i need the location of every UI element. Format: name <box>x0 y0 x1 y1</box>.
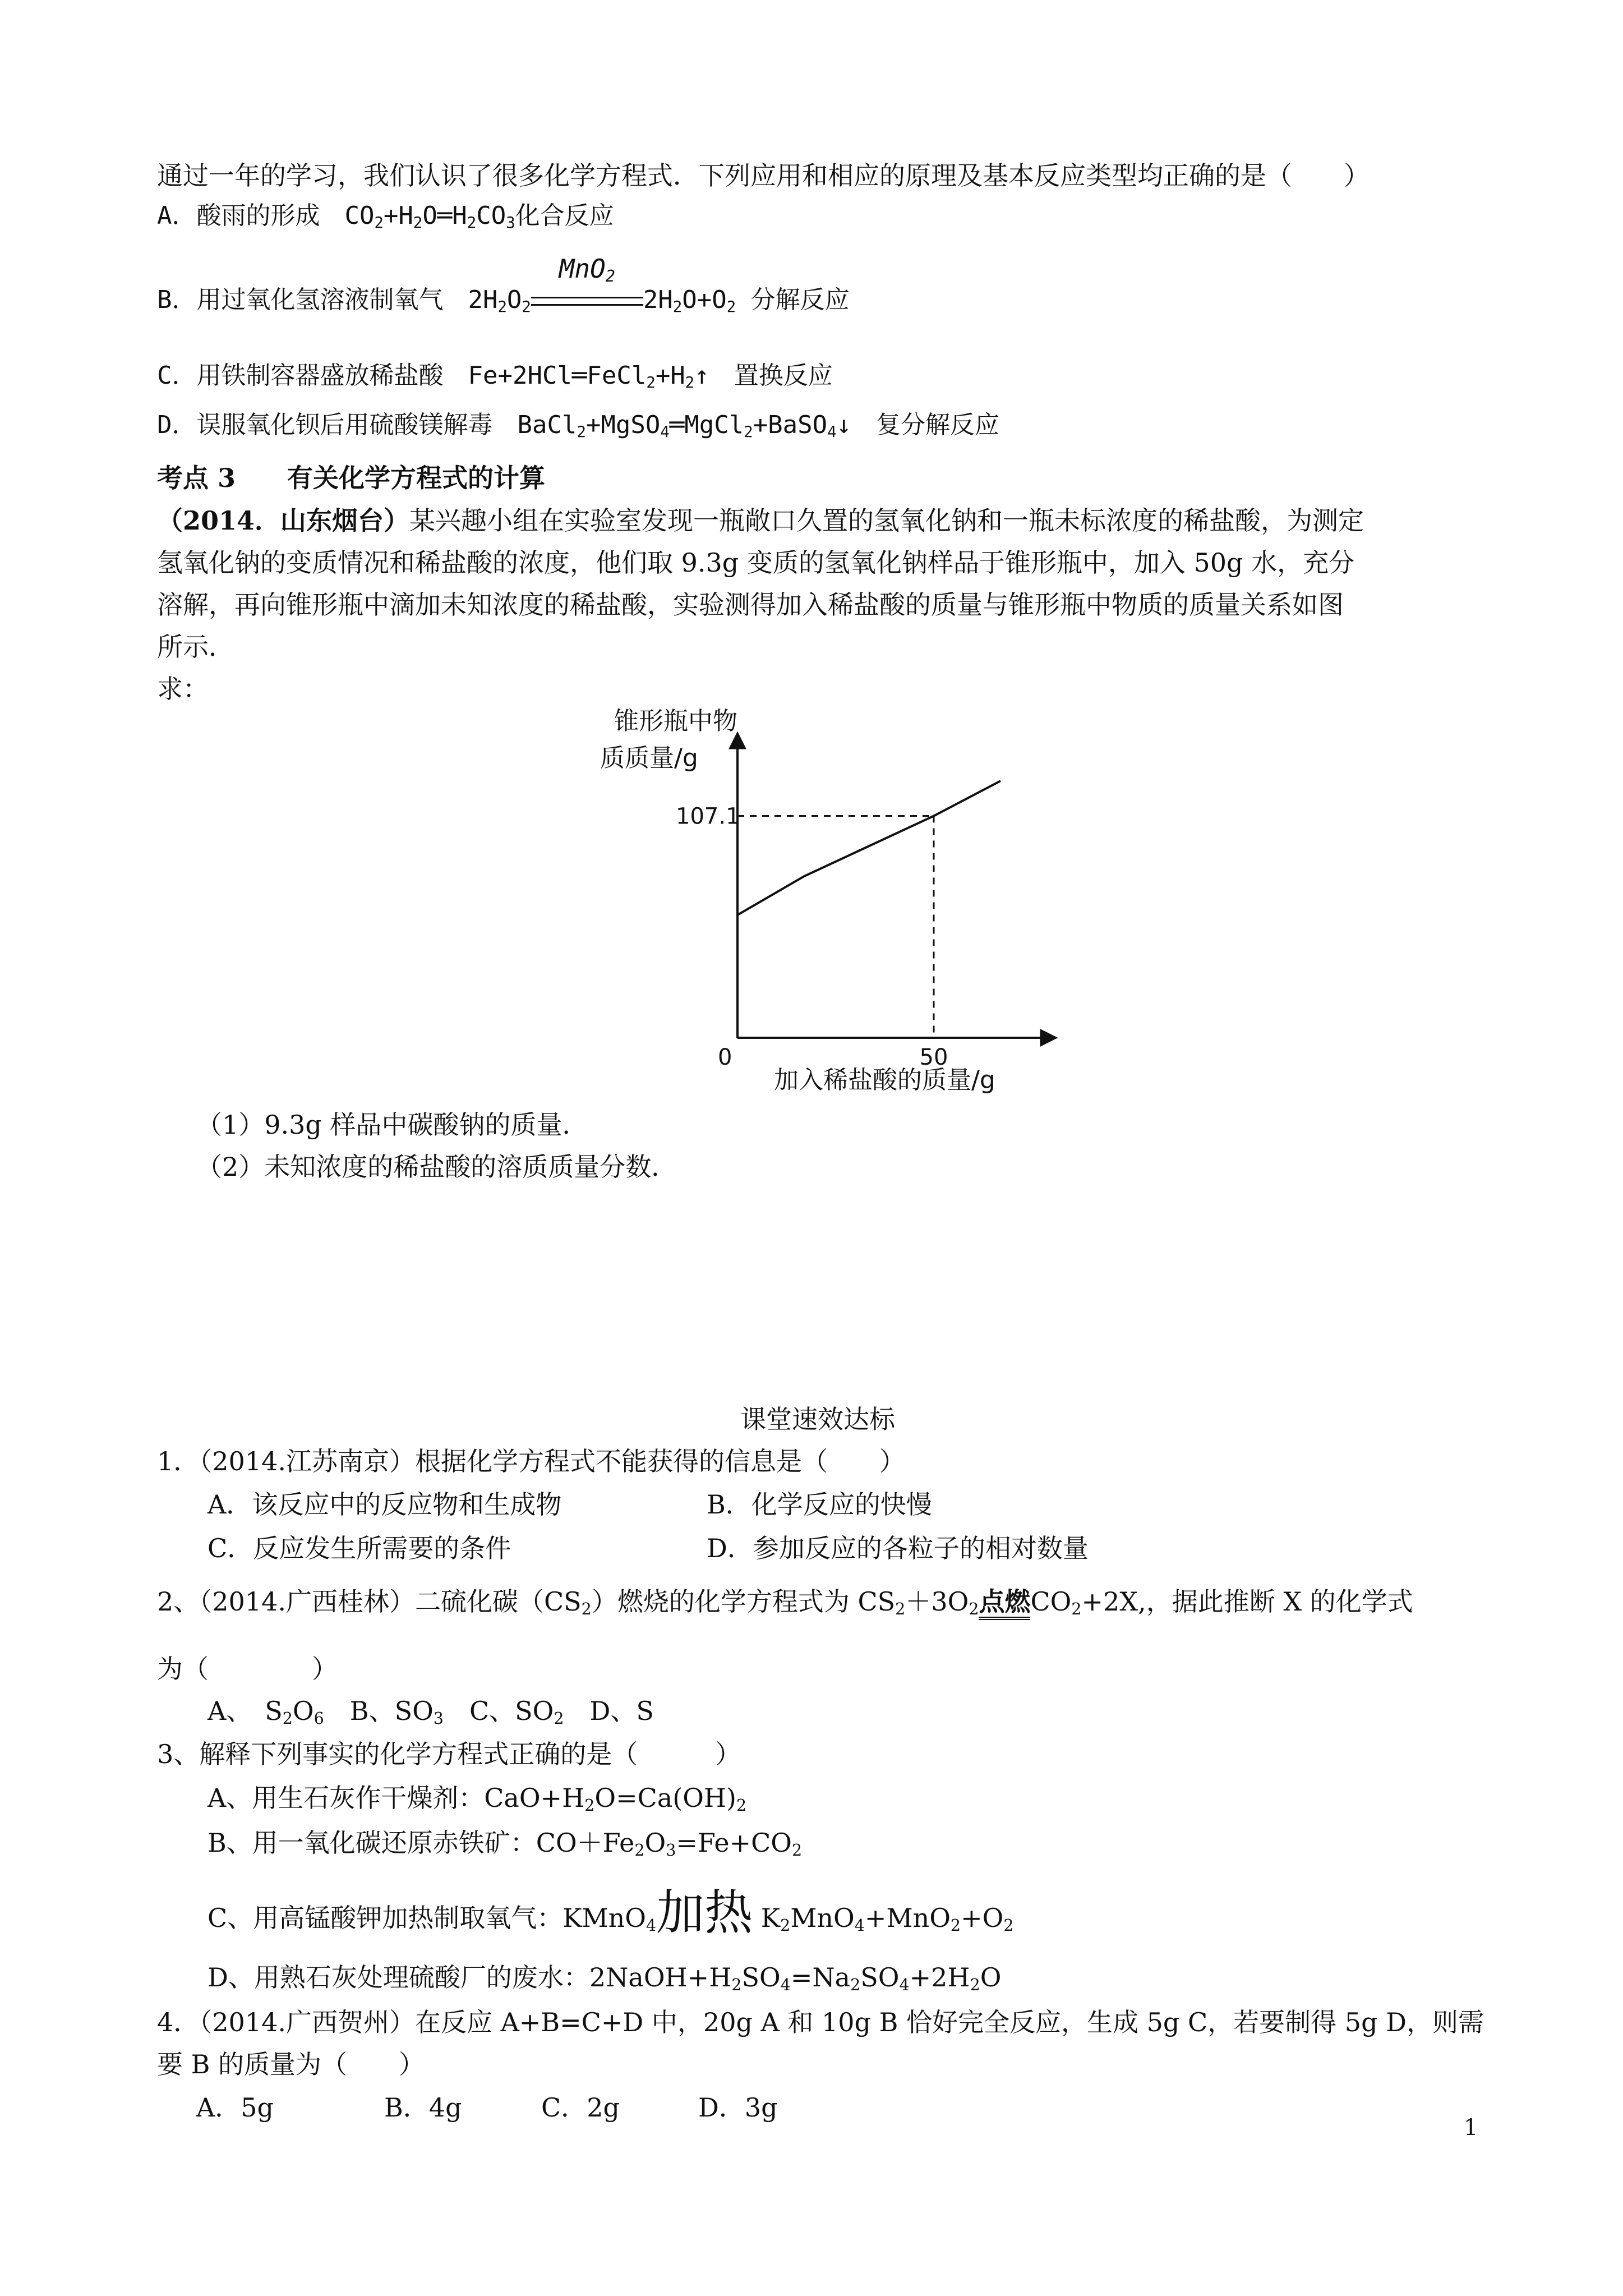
series-line <box>737 781 1000 915</box>
q4-options: A．5g B．4g C．2g D．3g <box>196 2092 778 2123</box>
option-c: C．用铁制容器盛放稀盐酸 $Fe+2HCl═FeCl_2+H_2↑$ 置换反应 <box>157 361 833 392</box>
mass-chart <box>550 690 1088 1094</box>
q2-tail: 为（ ） <box>157 1654 338 1684</box>
q1-stem: 1．（2014.江苏南京）根据化学方程式不能获得的信息是（ ） <box>157 1446 905 1476</box>
y-axis-label-1: 锥形瓶中物 <box>614 707 737 735</box>
reaction-condition-mno2: MnO$_2$ <box>531 283 643 317</box>
q3-option-b: B、用一氧化碳还原赤铁矿：$CO+Fe_2O_3=Fe+CO_2$ <box>208 1828 803 1860</box>
y-tick-label: 107.1 <box>676 803 740 830</box>
origin-label: 0 <box>718 1045 732 1070</box>
option-a: A．酸雨的形成 $CO_2+H_2O═H_2CO_3$化合反应 <box>157 201 614 232</box>
condition-heat: 加热 <box>656 1885 753 1941</box>
q1-options-row1: A．该反应中的反应物和生成物 B．化学反应的快慢 <box>208 1489 932 1520</box>
q3-option-c: C、用高锰酸钾加热制取氧气：KMnO$_4$加热 $K_2MnO_4+MnO_2+O_2$ <box>208 1885 1014 1941</box>
q4-line1: 4．（2014.广西贺州）在反应 A+B=C+D 中，20g A 和 10g B 恰好完全反应，生成 5g C，若要制得 5g D，则需 <box>157 2007 1484 2037</box>
x-axis-label: 加入稀盐酸的质量/g <box>774 1066 995 1094</box>
problem-paragraph-2: 氢氧化钠的变质情况和稀盐酸的浓度，他们取 9.3g 变质的氢氧化钠样品于锥形瓶中，加入 50g 水，充分 <box>157 547 1355 578</box>
q3-option-a: A、用生石灰作干燥剂：$CaO+H_2O=Ca(OH)_2$ <box>208 1783 747 1815</box>
problem-ask: 求： <box>157 674 209 704</box>
kaodian-title: 考点 3 有关化学方程式的计算 <box>157 463 546 493</box>
section-heading: 课堂速效达标 <box>740 1404 895 1434</box>
sub-question-2: （2）未知浓度的稀盐酸的溶质质量分数． <box>196 1152 677 1182</box>
q3-option-d: D、用熟石灰处理硫酸厂的废水：$2NaOH+H_2SO_4=Na_2SO_4+2H_2O$ <box>208 1962 1002 1995</box>
intro-question: 通过一年的学习，我们认识了很多化学方程式．下列应用和相应的原理及基本反应类型均正确的是（ ） <box>157 160 1370 191</box>
page-number: 1 <box>1464 2115 1478 2141</box>
x-tick-label: 50 <box>919 1045 948 1070</box>
q2-options: A、 $S_2O_6$ B、$SO_3$ C、$SO_2$ D、S <box>208 1696 654 1728</box>
q2-stem: 2、（2014.广西桂林）二硫化碳$(CS_2)$燃烧的化学方程式为 $CS_2+3O_2$点燃$CO_2+2X$,，据此推断 X 的化学式 <box>157 1585 1413 1620</box>
equals-double-line <box>531 297 643 306</box>
option-b: B．用过氧化氢溶液制氧气 $2H_2O_2$ MnO$_2$ $2H_2O+O_2$ 分解反应 <box>157 283 850 317</box>
q1-options-row2: C．反应发生所需要的条件 D．参加反应的各粒子的相对数量 <box>208 1533 1089 1563</box>
condition-ignite: 点燃 <box>979 1589 1030 1620</box>
y-axis-label-2: 质质量/g <box>600 744 698 772</box>
problem-paragraph-4: 所示． <box>157 632 234 662</box>
option-d: D．误服氧化钡后用硫酸镁解毒 BaCl$_2$+MgSO$_4$═MgCl$_2$+BaSO$_4$↓ 复分解反应 <box>157 411 1000 441</box>
q4-line2: 要 B 的质量为（ ） <box>157 2049 425 2079</box>
q3-stem: 3、解释下列事实的化学方程式正确的是（ ） <box>157 1739 741 1769</box>
problem-paragraph-1: （2014．山东烟台）某兴趣小组在实验室发现一瓶敞口久置的氢氧化钠和一瓶未标浓度的稀盐酸，为测定 <box>157 505 1364 536</box>
problem-paragraph-3: 溶解，再向锥形瓶中滴加未知浓度的稀盐酸，实验测得加入稀盐酸的质量与锥形瓶中物质的质量关系如图 <box>157 590 1344 620</box>
sub-question-1: （1）9.3g 样品中碳酸钠的质量． <box>196 1110 588 1140</box>
